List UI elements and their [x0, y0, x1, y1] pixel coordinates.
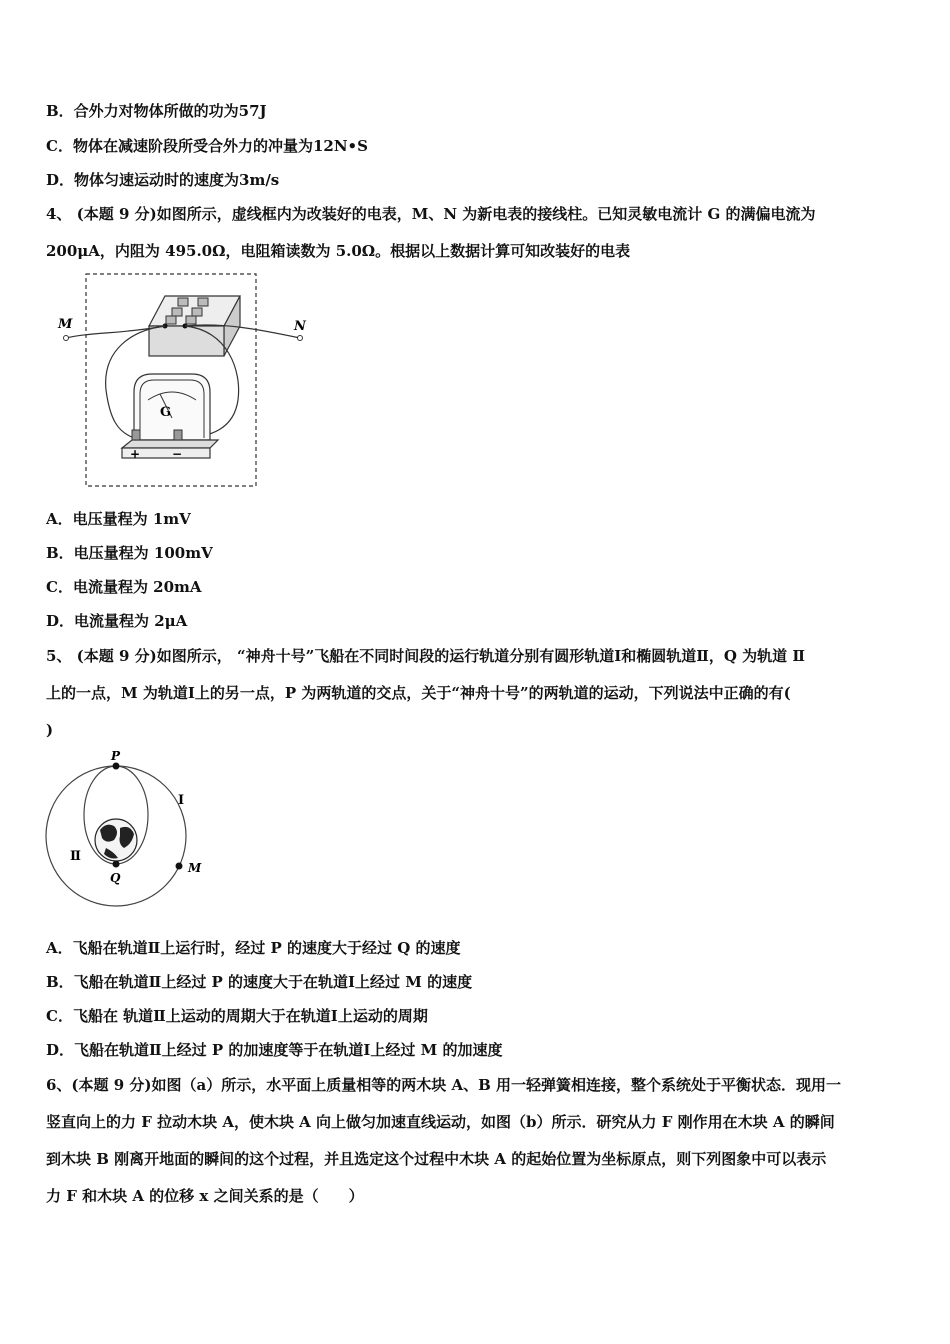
label-p: P	[111, 749, 121, 763]
q3-option-d: D．物体匀速运动时的速度为3m/s	[46, 171, 280, 189]
label-n: N	[294, 319, 306, 334]
label-orbit-2: Ⅱ	[70, 849, 81, 864]
q4-option-b: B．电压量程为 100mV	[46, 544, 213, 562]
q4-stem-line1: 4、 (本题 9 分)如图所示，虚线框内为改装好的电表，M、N 为新电表的接线柱。已知灵敏电流计 G 的满偏电流为	[46, 205, 816, 223]
q4-option-c: C．电流量程为 20mA	[46, 578, 202, 596]
q6-stem-line2: 竖直向上的力 F 拉动木块 A，使木块 A 向上做匀加速直线运动，如图（b）所示．研究从力 F 刚作用在木块 A 的瞬间	[46, 1113, 835, 1131]
q5-option-b: B．飞船在轨道Ⅱ上经过 P 的速度大于在轨道Ⅰ上经过 M 的速度	[46, 973, 473, 991]
q3-option-b: B．合外力对物体所做的功为57J	[46, 102, 267, 120]
terminal-m	[64, 336, 69, 341]
label-q: Q	[110, 871, 121, 885]
q6-stem-line4: 力 F 和木块 A 的位移 x 之间关系的是（ ）	[46, 1187, 364, 1205]
q6-stem-line1: 6、(本题 9 分)如图（a）所示，水平面上质量相等的两木块 A、B 用一轻弹簧相连接，整个系统处于平衡状态．现用一	[46, 1076, 841, 1094]
point-q	[113, 861, 120, 868]
earth-icon	[95, 819, 137, 861]
q4-option-a: A．电压量程为 1mV	[46, 510, 191, 528]
q5-option-c: C．飞船在 轨道Ⅱ上运动的周期大于在轨道Ⅰ上运动的周期	[46, 1007, 428, 1025]
q3-option-c: C．物体在减速阶段所受合外力的冲量为12N•S	[46, 137, 368, 155]
label-m: M	[188, 861, 202, 875]
point-p	[113, 763, 120, 770]
q5-stem-line3: )	[46, 721, 54, 739]
label-minus: −	[172, 447, 183, 461]
meter-circuit-figure	[52, 270, 322, 492]
q4-option-d: D．电流量程为 2μA	[46, 612, 188, 630]
terminal-n	[298, 336, 303, 341]
q5-option-d: D．飞船在轨道Ⅱ上经过 P 的加速度等于在轨道Ⅰ上经过 M 的加速度	[46, 1041, 503, 1059]
orbit-figure	[44, 748, 214, 918]
label-m: M	[58, 317, 73, 332]
point-m	[176, 863, 183, 870]
q5-stem-line2: 上的一点，M 为轨道Ⅰ上的另一点，P 为两轨道的交点，关于“神舟十号”的两轨道的运动，下列说法中正确的有(	[46, 684, 791, 702]
q6-stem-line3: 到木块 B 刚离开地面的瞬间的这个过程，并且选定这个过程中木块 A 的起始位置为坐标原点，则下列图象中可以表示	[46, 1150, 827, 1168]
q4-stem-line2: 200μA，内阻为 495.0Ω，电阻箱读数为 5.0Ω。根据以上数据计算可知改装好的电表	[46, 242, 631, 260]
galvanometer	[122, 374, 218, 461]
q5-option-a: A．飞船在轨道Ⅱ上运行时，经过 P 的速度大于经过 Q 的速度	[46, 939, 461, 957]
label-orbit-1: Ⅰ	[178, 793, 185, 808]
q5-stem-line1: 5、 (本题 9 分)如图所示， “神舟十号”飞船在不同时间段的运行轨道分别有圆形轨道Ⅰ和椭圆轨道Ⅱ，Q 为轨道 Ⅱ	[46, 647, 806, 665]
label-plus: +	[130, 447, 141, 461]
label-g: G	[160, 405, 172, 420]
